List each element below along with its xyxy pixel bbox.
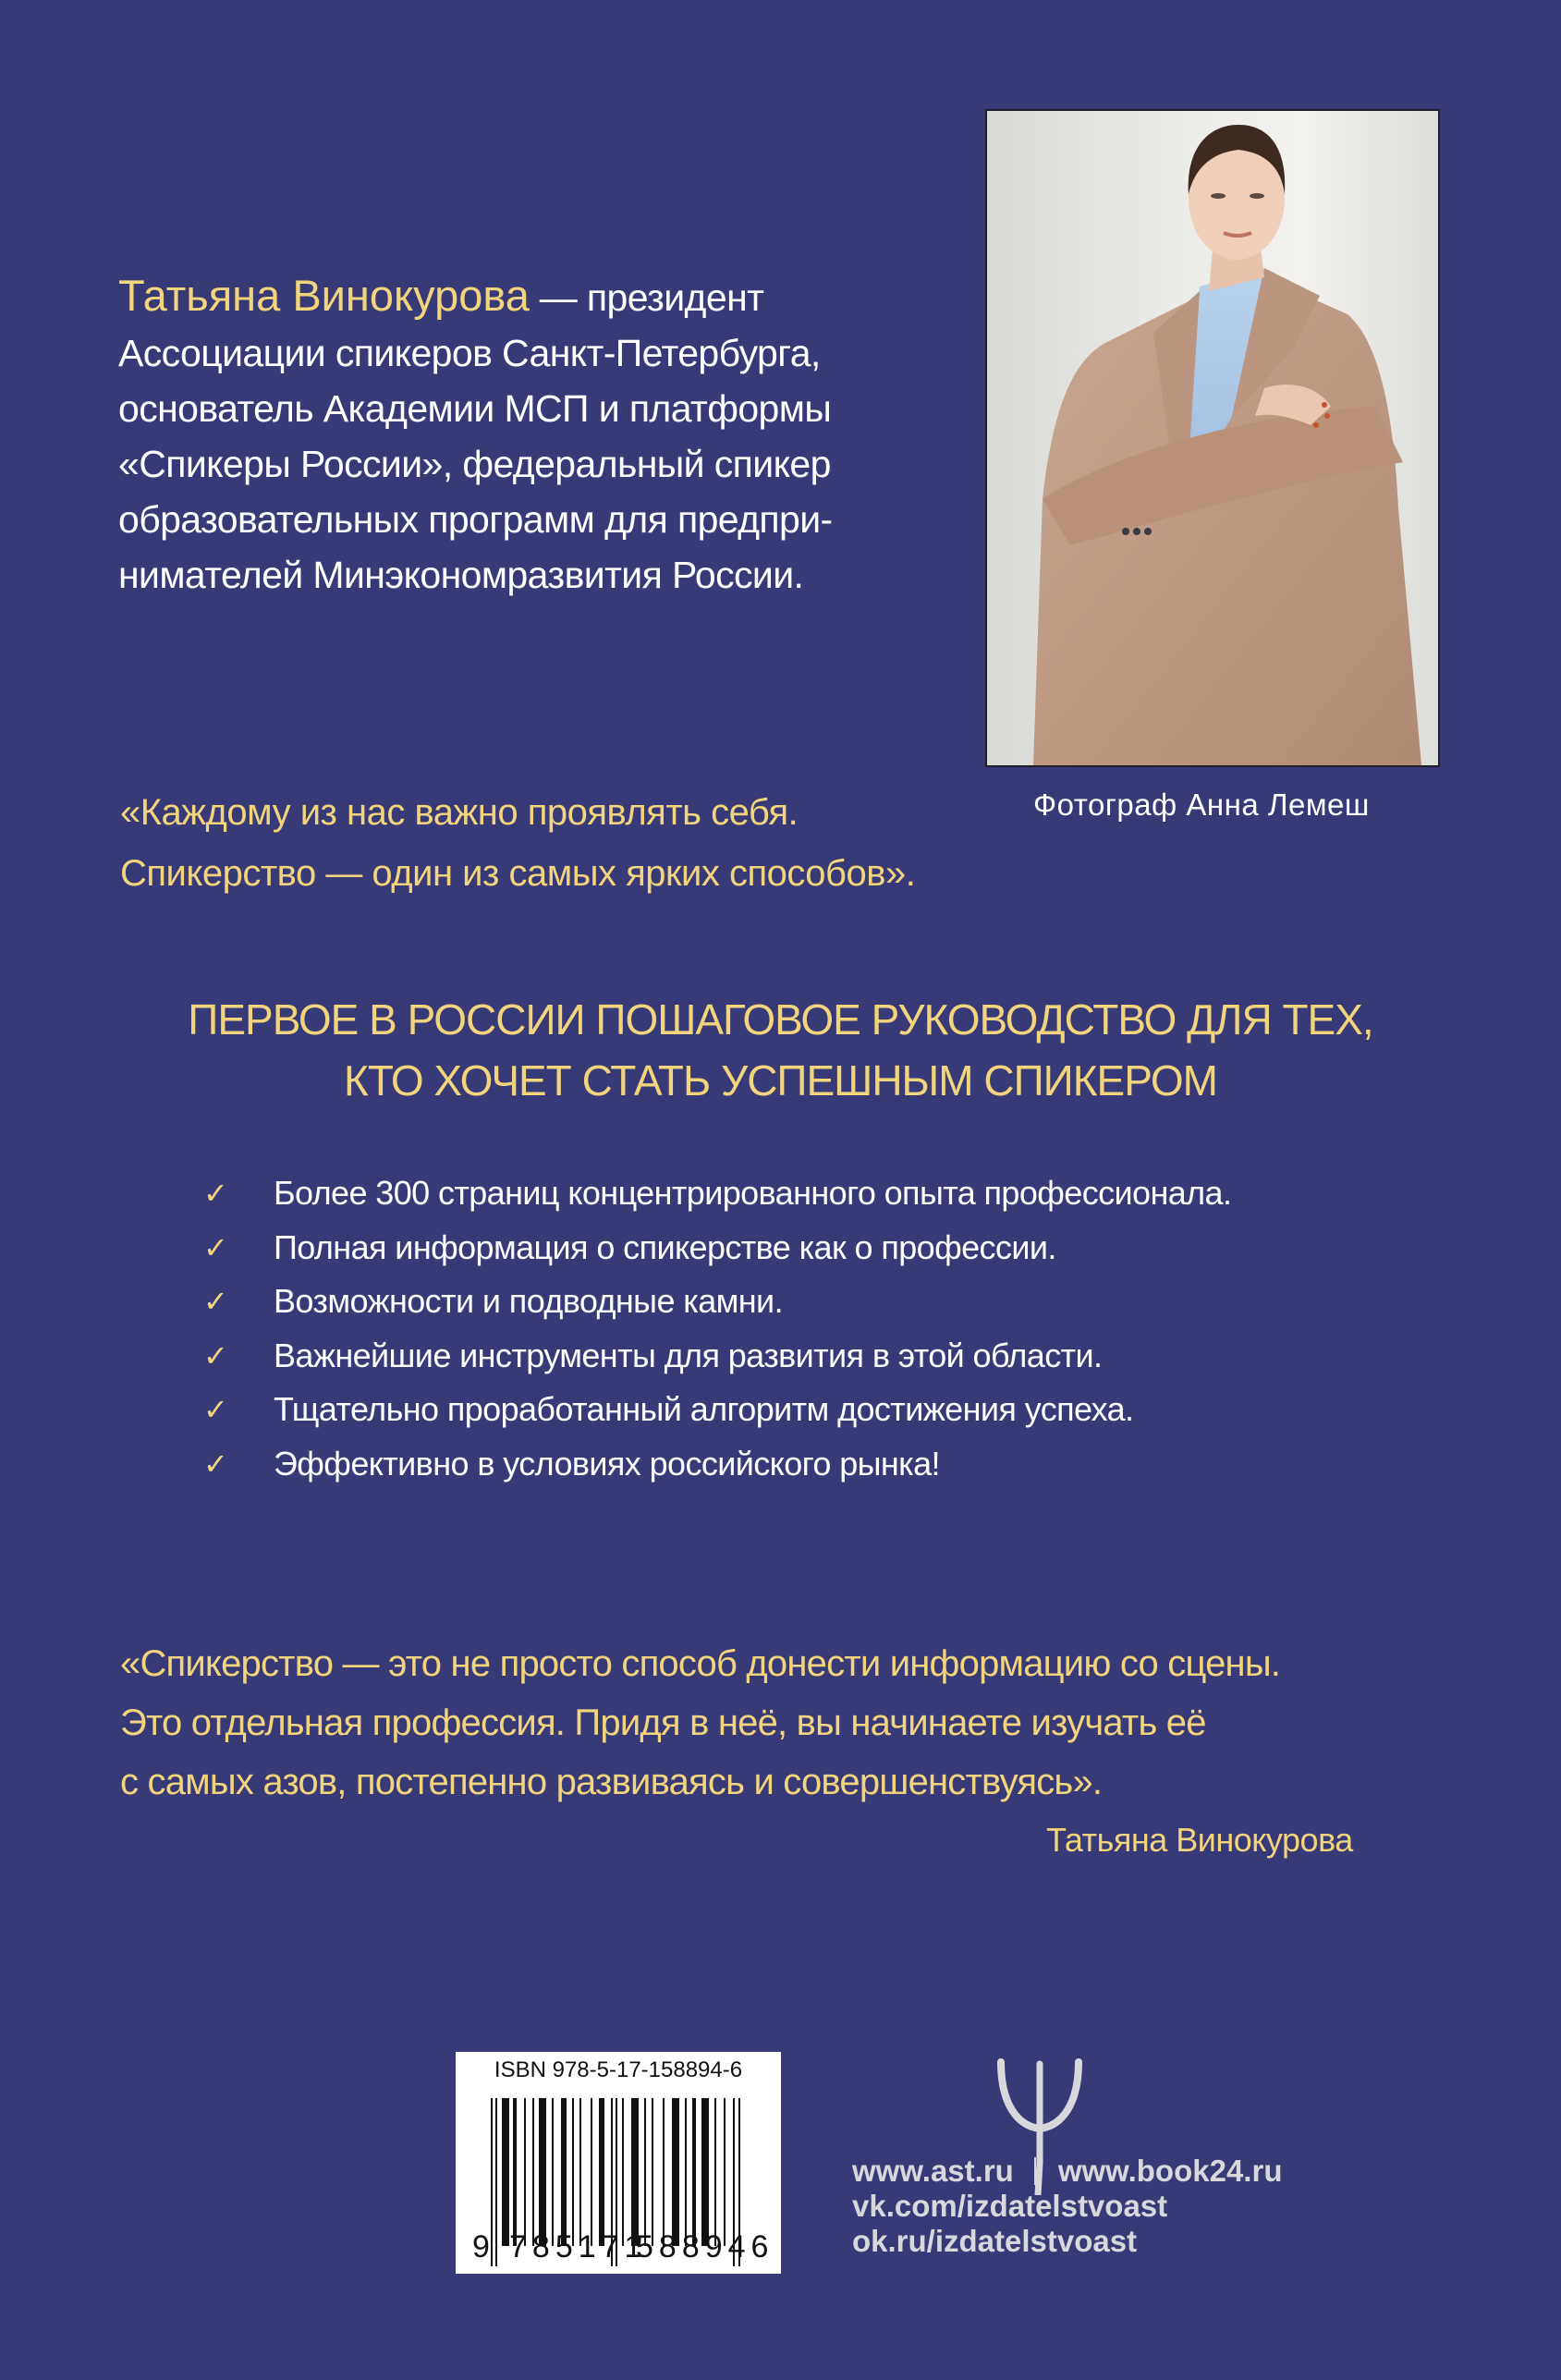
ast-site-link[interactable]: www.ast.ru bbox=[852, 2154, 1014, 2188]
check-icon: ✓ bbox=[203, 1338, 228, 1373]
author-quote-top bbox=[120, 782, 915, 904]
check-icon: ✓ bbox=[203, 1230, 228, 1264]
quote-top-line-1: «Каждому из нас важно проявлять себя. bbox=[120, 792, 799, 833]
author-photo bbox=[985, 109, 1440, 767]
feature-item: ✓ Полная информация о спикерстве как о профессии. bbox=[203, 1227, 1056, 1266]
headline-line-1: ПЕРВОЕ В РОССИИ ПОШАГОВОЕ РУКОВОДСТВО ДЛЯ ТЕХ, bbox=[188, 995, 1373, 1044]
bio-line-4: «Спикеры России», федеральный спикер bbox=[118, 443, 831, 485]
feature-item: ✓ Более 300 страниц концентрированного опыта профессионала. bbox=[203, 1174, 1232, 1213]
quote-bottom-line-2: Это отдельная профессия. Придя в неё, вы начинаете изучать её bbox=[120, 1703, 1206, 1743]
feature-list bbox=[203, 1166, 1231, 1491]
bio-line-2: Ассоциации спикеров Санкт-Петербурга, bbox=[118, 332, 821, 374]
isbn-barcode: ISBN 978-5-17-158894-6 9 785171 588946 bbox=[456, 2052, 781, 2274]
feature-item: ✓ Возможности и подводные камни. bbox=[203, 1282, 783, 1321]
bio-line-6: нимателей Минэкономразвития России. bbox=[118, 554, 804, 596]
bio-line-3: основатель Академии МСП и платформы bbox=[118, 387, 832, 430]
quote-signature: Татьяна Винокурова bbox=[1046, 1821, 1353, 1859]
bio-line-1: Татьяна Винокурова — президент bbox=[118, 271, 764, 320]
feature-item: ✓ Эффективно в условиях российского рынка! bbox=[203, 1444, 940, 1483]
author-bio bbox=[118, 268, 969, 603]
book-headline bbox=[0, 989, 1561, 1111]
headline-line-2: КТО ХОЧЕТ СТАТЬ УСПЕШНЫМ СПИКЕРОМ bbox=[344, 1056, 1217, 1105]
check-icon: ✓ bbox=[203, 1285, 228, 1319]
ok-link[interactable]: ok.ru/izdatelstvoast bbox=[852, 2224, 1138, 2258]
feature-item: ✓ Важнейшие инструменты для развития в этой области. bbox=[203, 1336, 1103, 1374]
book24-site-link[interactable]: www.book24.ru bbox=[1057, 2154, 1283, 2188]
publisher-sites-row bbox=[852, 2154, 1282, 2189]
check-icon: ✓ bbox=[203, 1393, 228, 1427]
quote-top-line-2: Спикерство — один из самых ярких способов». bbox=[120, 853, 916, 894]
feature-item: ✓ Тщательно проработанный алгоритм достижения успеха. bbox=[203, 1390, 1134, 1429]
isbn-label: ISBN 978-5-17-158894-6 bbox=[494, 2057, 743, 2082]
portrait-illustration bbox=[987, 111, 1438, 765]
check-icon: ✓ bbox=[203, 1446, 228, 1481]
author-quote-bottom bbox=[120, 1634, 1280, 1812]
author-name: Татьяна Винокурова bbox=[118, 271, 530, 320]
bio-line-5: образовательных программ для предпри- bbox=[118, 498, 833, 541]
quote-bottom-line-1: «Спикерство — это не просто способ донести информацию со сцены. bbox=[120, 1643, 1281, 1684]
quote-bottom-line-3: с самых азов, постепенно развиваясь и совершенствуясь». bbox=[120, 1762, 1103, 1802]
vk-link[interactable]: vk.com/izdatelstvoast bbox=[852, 2189, 1168, 2223]
photo-caption: Фотограф Анна Лемеш bbox=[1033, 787, 1370, 822]
check-icon: ✓ bbox=[203, 1177, 228, 1211]
publisher-links bbox=[852, 2154, 1282, 2259]
divider bbox=[1034, 2157, 1036, 2185]
